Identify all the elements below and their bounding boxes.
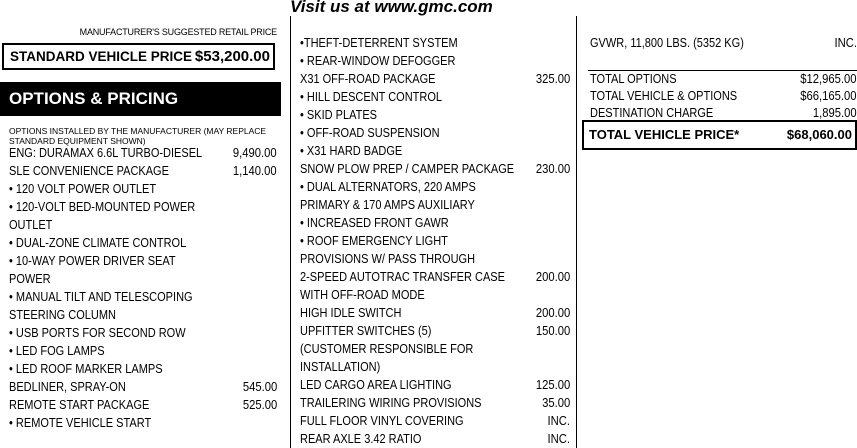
option-row bbox=[300, 250, 570, 268]
standard-price-box bbox=[2, 43, 275, 70]
option-text: FULL FLOOR VINYL COVERING bbox=[300, 414, 464, 428]
option-text: • SKID PLATES bbox=[300, 108, 378, 122]
option-row bbox=[300, 70, 570, 88]
column-divider bbox=[290, 16, 291, 448]
option-row bbox=[9, 324, 277, 342]
option-row bbox=[9, 378, 277, 396]
option-row bbox=[300, 160, 570, 178]
option-text: STEERING COLUMN bbox=[9, 308, 116, 322]
option-row bbox=[300, 124, 570, 142]
option-row bbox=[300, 268, 570, 286]
destination-label: DESTINATION CHARGE bbox=[590, 106, 714, 120]
option-text: • REMOTE VEHICLE START bbox=[9, 416, 152, 430]
option-row bbox=[9, 342, 277, 360]
total-vehicle-price-label: TOTAL VEHICLE PRICE* bbox=[589, 127, 740, 142]
option-row bbox=[300, 52, 570, 70]
options-section-title: OPTIONS & PRICING bbox=[9, 89, 179, 108]
option-price: INC. bbox=[547, 414, 570, 428]
option-row bbox=[300, 232, 570, 250]
option-row bbox=[300, 358, 570, 376]
option-row bbox=[300, 304, 570, 322]
option-row bbox=[300, 88, 570, 106]
options-note: OPTIONS INSTALLED BY THE MANUFACTURER (MAY REPLACE STANDARD EQUIPMENT SHOWN) bbox=[9, 126, 267, 146]
total-vehicle-options-value: $66,165.00 bbox=[800, 89, 857, 103]
option-text: PROVISIONS W/ PASS THROUGH bbox=[300, 252, 476, 266]
website-header bbox=[0, 0, 857, 16]
option-text: 2-SPEED AUTOTRAC TRANSFER CASE bbox=[300, 270, 505, 284]
option-price: 125.00 bbox=[535, 378, 570, 392]
total-vehicle-price-box bbox=[582, 120, 857, 150]
option-row bbox=[9, 162, 277, 180]
option-text: • REAR-WINDOW DEFOGGER bbox=[300, 54, 456, 68]
option-row bbox=[300, 430, 570, 448]
option-text: X31 OFF-ROAD PACKAGE bbox=[300, 72, 436, 86]
option-text: INSTALLATION) bbox=[300, 360, 381, 374]
option-price: INC. bbox=[547, 432, 570, 446]
options-section-header bbox=[0, 82, 281, 116]
option-row bbox=[9, 270, 277, 288]
options-list-column-2 bbox=[300, 34, 570, 448]
option-row bbox=[300, 196, 570, 214]
option-row bbox=[300, 178, 570, 196]
standard-price-label: STANDARD VEHICLE PRICE bbox=[10, 49, 193, 64]
option-text: LED CARGO AREA LIGHTING bbox=[300, 378, 452, 392]
option-text: • MANUAL TILT AND TELESCOPING bbox=[9, 290, 193, 304]
gvwr-text: GVWR, 11,800 LBS. (5352 KG) bbox=[590, 36, 744, 50]
option-row bbox=[300, 412, 570, 430]
option-row bbox=[9, 234, 277, 252]
column-divider bbox=[576, 16, 577, 448]
option-row bbox=[300, 340, 570, 358]
option-text: • USB PORTS FOR SECOND ROW bbox=[9, 326, 186, 340]
option-text: (CUSTOMER RESPONSIBLE FOR bbox=[300, 342, 474, 356]
option-price: 1,140.00 bbox=[233, 164, 277, 178]
totals-list bbox=[590, 34, 857, 122]
option-price: 230.00 bbox=[535, 162, 570, 176]
destination-value: 1,895.00 bbox=[813, 106, 857, 120]
msrp-label: MANUFACTURER'S SUGGESTED RETAIL PRICE bbox=[79, 27, 277, 37]
option-row bbox=[9, 414, 277, 432]
option-price: 200.00 bbox=[535, 270, 570, 284]
totals-rule bbox=[588, 70, 857, 71]
option-text: HIGH IDLE SWITCH bbox=[300, 306, 402, 320]
total-vehicle-options-label: TOTAL VEHICLE & OPTIONS bbox=[590, 89, 738, 103]
total-vehicle-price-value: $68,060.00 bbox=[786, 127, 852, 142]
option-price: 525.00 bbox=[242, 398, 277, 412]
option-text: • 10-WAY POWER DRIVER SEAT bbox=[9, 254, 176, 268]
option-row bbox=[300, 142, 570, 160]
option-text: • INCREASED FRONT GAWR bbox=[300, 216, 449, 230]
option-row bbox=[9, 306, 277, 324]
option-text: • ROOF EMERGENCY LIGHT bbox=[300, 234, 448, 248]
option-text: • LED ROOF MARKER LAMPS bbox=[9, 362, 163, 376]
website-url: Visit us at www.gmc.com bbox=[290, 0, 493, 16]
option-row bbox=[9, 144, 277, 162]
option-text: •THEFT-DETERRENT SYSTEM bbox=[300, 36, 458, 50]
option-text: PRIMARY & 170 AMPS AUXILIARY bbox=[300, 198, 475, 212]
total-vehicle-options-row bbox=[590, 88, 857, 105]
option-text: UPFITTER SWITCHES (5) bbox=[300, 324, 432, 338]
option-text: • 120-VOLT BED-MOUNTED POWER bbox=[9, 200, 196, 214]
option-price: 9,490.00 bbox=[233, 146, 277, 160]
option-row bbox=[300, 286, 570, 304]
option-row bbox=[9, 216, 277, 234]
option-row bbox=[9, 198, 277, 216]
spacer-row bbox=[590, 52, 857, 70]
option-text: • DUAL-ZONE CLIMATE CONTROL bbox=[9, 236, 187, 250]
option-row bbox=[300, 106, 570, 124]
option-row bbox=[9, 288, 277, 306]
option-price: 325.00 bbox=[535, 72, 570, 86]
option-text: OUTLET bbox=[9, 218, 53, 232]
option-text: SNOW PLOW PREP / CAMPER PACKAGE bbox=[300, 162, 515, 176]
option-text: POWER bbox=[9, 272, 51, 286]
option-row bbox=[300, 214, 570, 232]
option-text: ENG: DURAMAX 6.6L TURBO-DIESEL bbox=[9, 146, 203, 160]
option-text: WITH OFF-ROAD MODE bbox=[300, 288, 425, 302]
option-text: • 120 VOLT POWER OUTLET bbox=[9, 182, 157, 196]
option-row bbox=[9, 180, 277, 198]
option-price: 200.00 bbox=[535, 306, 570, 320]
option-text: REAR AXLE 3.42 RATIO bbox=[300, 432, 422, 446]
option-row bbox=[9, 396, 277, 414]
total-options-value: $12,965.00 bbox=[800, 72, 857, 86]
option-price: 35.00 bbox=[541, 396, 570, 410]
option-row bbox=[300, 394, 570, 412]
gvwr-price: INC. bbox=[834, 36, 857, 50]
option-row bbox=[9, 252, 277, 270]
total-options-label: TOTAL OPTIONS bbox=[590, 72, 677, 86]
option-text: • OFF-ROAD SUSPENSION bbox=[300, 126, 440, 140]
option-row bbox=[300, 322, 570, 340]
option-price: 150.00 bbox=[535, 324, 570, 338]
option-row bbox=[300, 376, 570, 394]
option-text: • HILL DESCENT CONTROL bbox=[300, 90, 442, 104]
option-text: BEDLINER, SPRAY-ON bbox=[9, 380, 126, 394]
option-row bbox=[300, 34, 570, 52]
option-row bbox=[9, 360, 277, 378]
option-text: • LED FOG LAMPS bbox=[9, 344, 105, 358]
standard-price-value: $53,200.00 bbox=[194, 48, 270, 65]
gvwr-row bbox=[590, 34, 857, 52]
total-options-row bbox=[590, 70, 857, 88]
option-text: SLE CONVENIENCE PACKAGE bbox=[9, 164, 169, 178]
options-list-column-1 bbox=[9, 144, 277, 432]
option-text: TRAILERING WIRING PROVISIONS bbox=[300, 396, 482, 410]
option-text: • DUAL ALTERNATORS, 220 AMPS bbox=[300, 180, 476, 194]
option-price: 545.00 bbox=[242, 380, 277, 394]
option-text: REMOTE START PACKAGE bbox=[9, 398, 150, 412]
option-text: • X31 HARD BADGE bbox=[300, 144, 403, 158]
